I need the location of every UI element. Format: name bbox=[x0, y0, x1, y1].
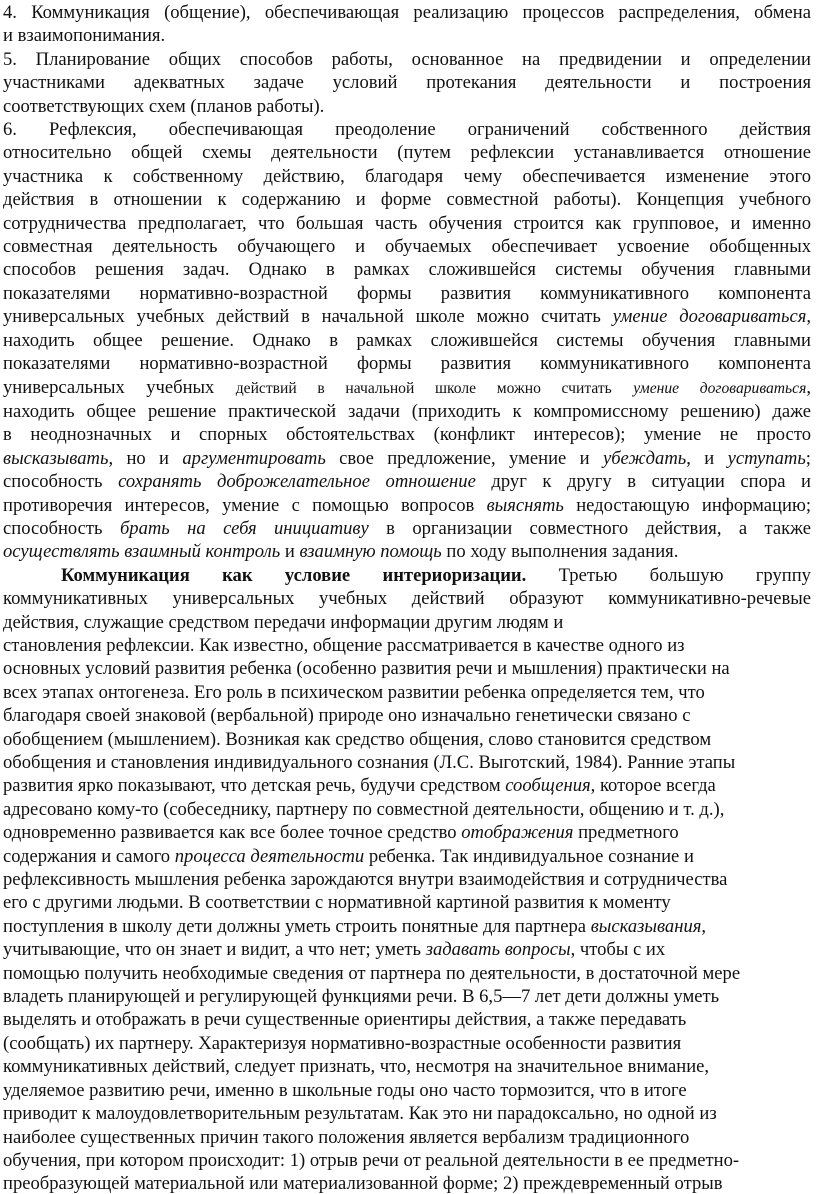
text-run: , которое всегда bbox=[590, 775, 716, 797]
text-line: уделяемое развитию речи, именно в школьные годы оно часто тормозится, что в итоге bbox=[3, 1079, 687, 1101]
text-run: свое предложение, умение и bbox=[339, 447, 590, 469]
text-line bbox=[3, 494, 811, 517]
text-run: способность bbox=[3, 471, 103, 493]
italic-term: брать на себя инициативу bbox=[119, 517, 369, 539]
text-line bbox=[3, 938, 811, 961]
text-line: выделять и отображать в речи существенные ориентиры действия, а также передавать bbox=[3, 1009, 687, 1031]
text-run: , bbox=[806, 306, 812, 328]
italic-term: сообщения bbox=[505, 775, 591, 797]
italic-term: сохранять доброжелательное отношение bbox=[118, 471, 476, 493]
section-communication bbox=[3, 564, 811, 1194]
paragraph-6 bbox=[3, 118, 811, 564]
text-run: универсальных учебных bbox=[3, 376, 215, 398]
text-line bbox=[3, 540, 811, 563]
text-line: (сообщать) их партнеру. Характеризуя нормативно-возрастные особенности развития bbox=[3, 1032, 682, 1054]
text-line bbox=[3, 470, 811, 493]
text-line bbox=[3, 845, 811, 868]
text-line: 6. Рефлексия, обеспечивающая преодоление ограничений собственного действия bbox=[3, 119, 811, 141]
paragraph-4 bbox=[3, 0, 811, 48]
italic-term: высказывать bbox=[3, 447, 109, 469]
text-line: наиболее существенных причин такого положения является вербализм традиционного bbox=[3, 1126, 690, 1148]
text-line: относительно общей схемы деятельности (путем рефлексии устанавливается отношение bbox=[3, 142, 811, 164]
text-line bbox=[3, 447, 811, 470]
italic-term: уступать bbox=[727, 447, 806, 469]
text-line bbox=[3, 564, 811, 587]
text-run: учитывающие, что он знает и видит, а что нет; уметь bbox=[3, 939, 422, 961]
text-run: способность bbox=[3, 517, 103, 539]
text-run: , bbox=[806, 376, 811, 398]
text-line: обобщением (мышлением). Возникая как средство общения, слово становится средством bbox=[3, 728, 712, 750]
text-line: в неоднозначных и спорных обстоятельствах (конфликт интересов); умение не просто bbox=[3, 424, 811, 446]
text-run: поступления в школу дети должны уметь строить понятные для партнера bbox=[3, 915, 587, 937]
italic-term: умение договариваться bbox=[612, 306, 807, 328]
text-run: друг к другу в ситуации спора и bbox=[491, 471, 811, 493]
italic-term: взаимную помощь bbox=[299, 541, 442, 563]
text-line: коммуникативных действий, следует признать, что, несмотря на значительное внимание, bbox=[3, 1056, 710, 1078]
italic-term: процесса деятельности bbox=[174, 845, 365, 867]
text-line: показателями нормативно-возрастной формы развития коммуникативного компонента bbox=[3, 353, 811, 375]
text-line: участника к собственному действию, благодаря чему обеспечивается изменение этого bbox=[3, 165, 811, 187]
text-run: развития ярко показывают, что детская речь, будучи средством bbox=[3, 775, 501, 797]
text-line: участниками адекватных задаче условий протекания деятельности и построения bbox=[3, 72, 811, 94]
text-line: преобразующей материальной или материализованной форме; 2) преждевременный отрыв bbox=[3, 1173, 723, 1194]
text-run: универсальных учебных действий в начальной школе можно считать bbox=[3, 306, 601, 328]
text-line: сотрудничества предполагает, что большая часть обучения строится как групповое, и именно bbox=[3, 212, 811, 234]
italic-term: высказывания bbox=[590, 915, 702, 937]
text-run: одновременно развивается как все более точное средство bbox=[3, 822, 457, 844]
italic-term: выяснять bbox=[486, 494, 564, 516]
text-line: совместная деятельность обучающего и обучаемых обеспечивает усвоение обобщенных bbox=[3, 236, 811, 258]
text-line: приводит к малоудовлетворительным результатам. Как это ни парадоксально, но одной из bbox=[3, 1103, 717, 1125]
text-run: , bbox=[701, 915, 707, 937]
text-line: способов решения задач. Однако в рамках сложившейся системы обучения главными bbox=[3, 259, 811, 281]
text-line bbox=[3, 517, 811, 540]
text-run: и bbox=[284, 541, 295, 563]
text-line: и взаимопонимания. bbox=[3, 25, 166, 47]
text-line: помощью получить необходимые сведения от партнера по деятельности, в достаточной мере bbox=[3, 962, 741, 984]
text-line bbox=[3, 821, 811, 844]
text-line bbox=[3, 305, 811, 328]
text-run: противоречия интересов, умение с помощью вопросов bbox=[3, 494, 475, 516]
text-run: , и bbox=[686, 447, 715, 469]
text-run: ребенка. Так индивидуальное сознание и bbox=[368, 845, 694, 867]
text-line: находить общее решение практической задачи (приходить к компромиссному решению) даже bbox=[3, 400, 811, 422]
text-line: находить общее решение. Однако в рамках сложившейся системы обучения главными bbox=[3, 329, 811, 351]
text-run: в организации совместного действия, а также bbox=[386, 517, 811, 539]
text-line: его с другими людьми. В соответствии с нормативной картиной развития к моменту bbox=[3, 892, 671, 914]
text-line: соответствующих схем (планов работы). bbox=[3, 95, 325, 117]
text-line: основных условий развития ребенка (особенно развития речи и мышления) практически на bbox=[3, 658, 730, 680]
text-run: , чтобы с их bbox=[570, 939, 666, 961]
text-line: действия в отношении к содержанию и форме совместной работы). Концепция учебного bbox=[3, 189, 811, 211]
text-line: всех этапах онтогенеза. Его роль в психическом развитии ребенка определяется тем, что bbox=[3, 681, 705, 703]
italic-term: задавать вопросы bbox=[425, 939, 571, 961]
italic-term: умение договариваться bbox=[633, 379, 807, 397]
text-line: 4. Коммуникация (общение), обеспечивающая реализацию процессов распределения, обмена bbox=[3, 2, 811, 23]
text-line: обобщения и становления индивидуального сознания (Л.С. Выготский, 1984). Ранние этапы bbox=[3, 752, 736, 773]
text-line: рефлексивность мышления ребенка зарождаются внутри взаимодействия и сотрудничества bbox=[3, 869, 728, 891]
text-line: обучения, при котором происходит: 1) отрыв речи от реальной деятельности в ее предметно- bbox=[3, 1149, 740, 1171]
text-run-small: действий в начальной школе можно считать bbox=[235, 379, 612, 397]
text-line bbox=[3, 774, 811, 797]
italic-term: отображения bbox=[461, 822, 574, 844]
text-run: ; bbox=[805, 447, 811, 469]
text-line: становления рефлексии. Как известно, общение рассматривается в качестве одного из bbox=[3, 634, 685, 656]
text-line bbox=[3, 376, 811, 400]
paragraph-5 bbox=[3, 48, 811, 118]
text-line bbox=[3, 915, 811, 938]
text-line: адресовано кому-то (собеседнику, партнеру по совместной деятельности, общению и т. д.), bbox=[3, 798, 725, 820]
text-run: , но и bbox=[108, 447, 170, 469]
text-run: по ходу выполнения задания. bbox=[446, 541, 679, 563]
text-line: владеть планирующей и регулирующей функциями речи. В 6,5—7 лет дети должны уметь bbox=[3, 986, 720, 1008]
italic-term: аргументировать bbox=[182, 447, 326, 469]
text-line: коммуникативных универсальных учебных действий образуют коммуникативно-речевые bbox=[3, 588, 811, 610]
text-run: предметного bbox=[578, 822, 679, 844]
text-run: недостающую информацию; bbox=[576, 494, 812, 516]
text-run: Третью большую группу bbox=[558, 564, 811, 586]
italic-term: осуществлять взаимный контроль bbox=[3, 541, 281, 563]
text-line: благодаря своей знаковой (вербальной) природе оно изначально генетически связано с bbox=[3, 705, 691, 727]
italic-term: убеждать bbox=[602, 447, 687, 469]
text-line: показателями нормативно-возрастной формы развития коммуникативного компонента bbox=[3, 282, 811, 304]
text-line: действия, служащие средством передачи информации другим людям и bbox=[3, 611, 564, 633]
text-line: 5. Планирование общих способов работы, основанное на предвидении и определении bbox=[3, 48, 811, 70]
section-heading: Коммуникация как условие интериоризации. bbox=[61, 564, 527, 586]
text-run: содержания и самого bbox=[3, 845, 171, 867]
